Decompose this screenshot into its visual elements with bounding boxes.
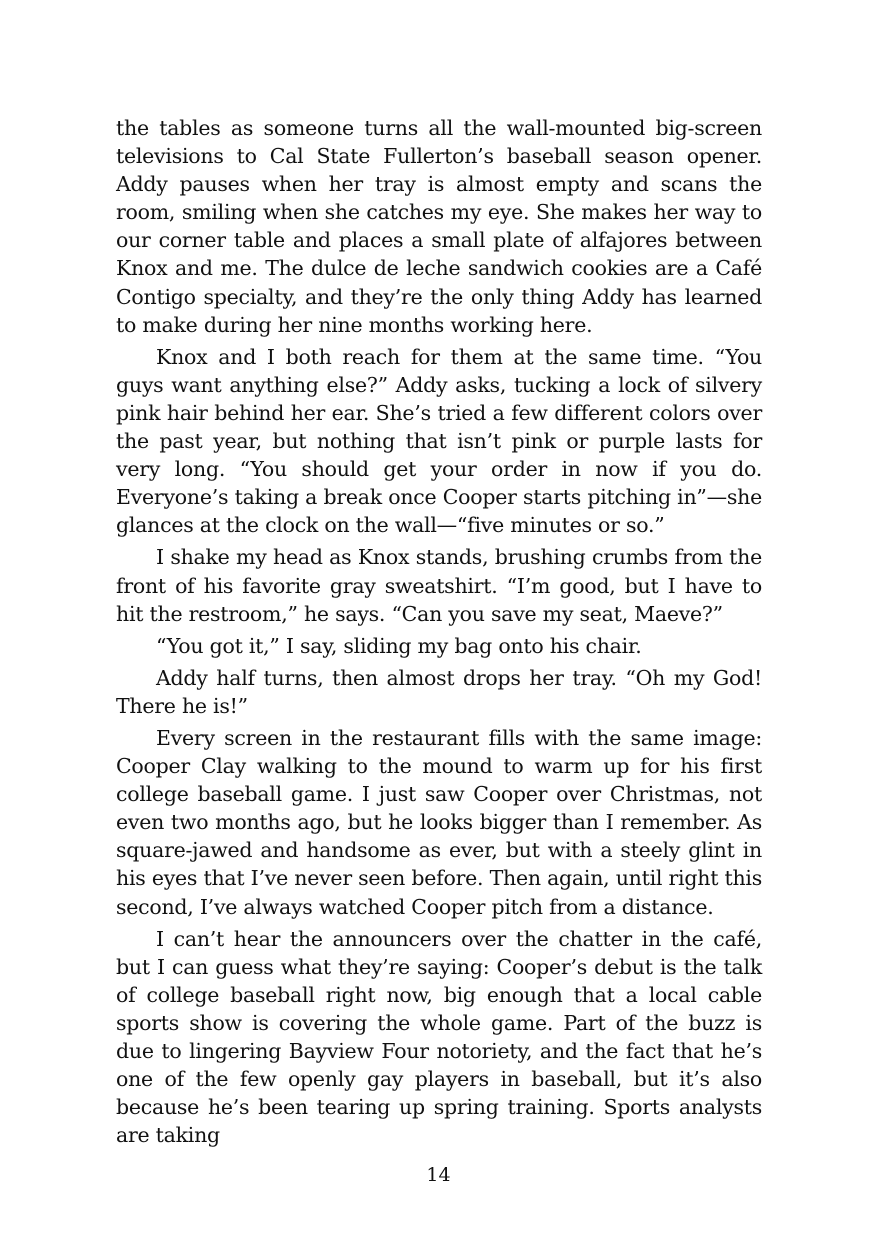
paragraph: Knox and I both reach for them at the same time. “You guys want anything else?” Addy asks, tucking a lock of silvery pink hair behind her ear. She’s tried a few different colors over the past year, but nothing that isn’t pink or purple lasts for very long. “You should get your order in now if you do. Everyone’s taking a break once Cooper starts pitching in”—she glances at the clock on the wall—“five minutes or so.” bbox=[116, 344, 762, 538]
paragraph-continued: the tables as someone turns all the wall-mounted big-screen televisions to Cal State Fullerton’s baseball season opener. Addy pauses when her tray is almost empty and scans the room, smiling when she catches my eye. She makes her way to our corner table and places a small plate of alfajores between Knox and me. The dulce de leche sandwich cookies are a Café Contigo specialty, and they’re the only thing Addy has learned to make during her nine months working here. bbox=[116, 116, 762, 337]
paragraph: “You got it,” I say, sliding my bag onto his chair. bbox=[156, 633, 642, 658]
page-body bbox=[116, 114, 762, 1149]
page-number: 14 bbox=[426, 1164, 451, 1186]
paragraph: Addy half turns, then almost drops her tray. “Oh my God! There he is!” bbox=[116, 665, 762, 718]
paragraph: I can’t hear the announcers over the chatter in the café, but I can guess what they’re saying: Cooper’s debut is the talk of college baseball right now, big enough that a local cable sports show is covering the whole game. Part of the buzz is due to lingering Bayview Four notoriety, and the fact that he’s one of the few openly gay players in baseball, but it’s also because he’s been tearing up spring training. Sports analysts are taking bbox=[116, 926, 762, 1148]
paragraph: Every screen in the restaurant fills with the same image: Cooper Clay walking to the mound to warm up for his first college baseball game. I just saw Cooper over Christmas, not even two months ago, but he looks bigger than I remember. As square-jawed and handsome as ever, but with a steely glint in his eyes that I’ve never seen before. Then again, until right this second, I’ve always watched Cooper pitch from a distance. bbox=[116, 725, 762, 919]
paragraph: I shake my head as Knox stands, brushing crumbs from the front of his favorite gray sweatshirt. “I’m good, but I have to hit the restroom,” he says. “Can you save my seat, Maeve?” bbox=[116, 545, 762, 626]
